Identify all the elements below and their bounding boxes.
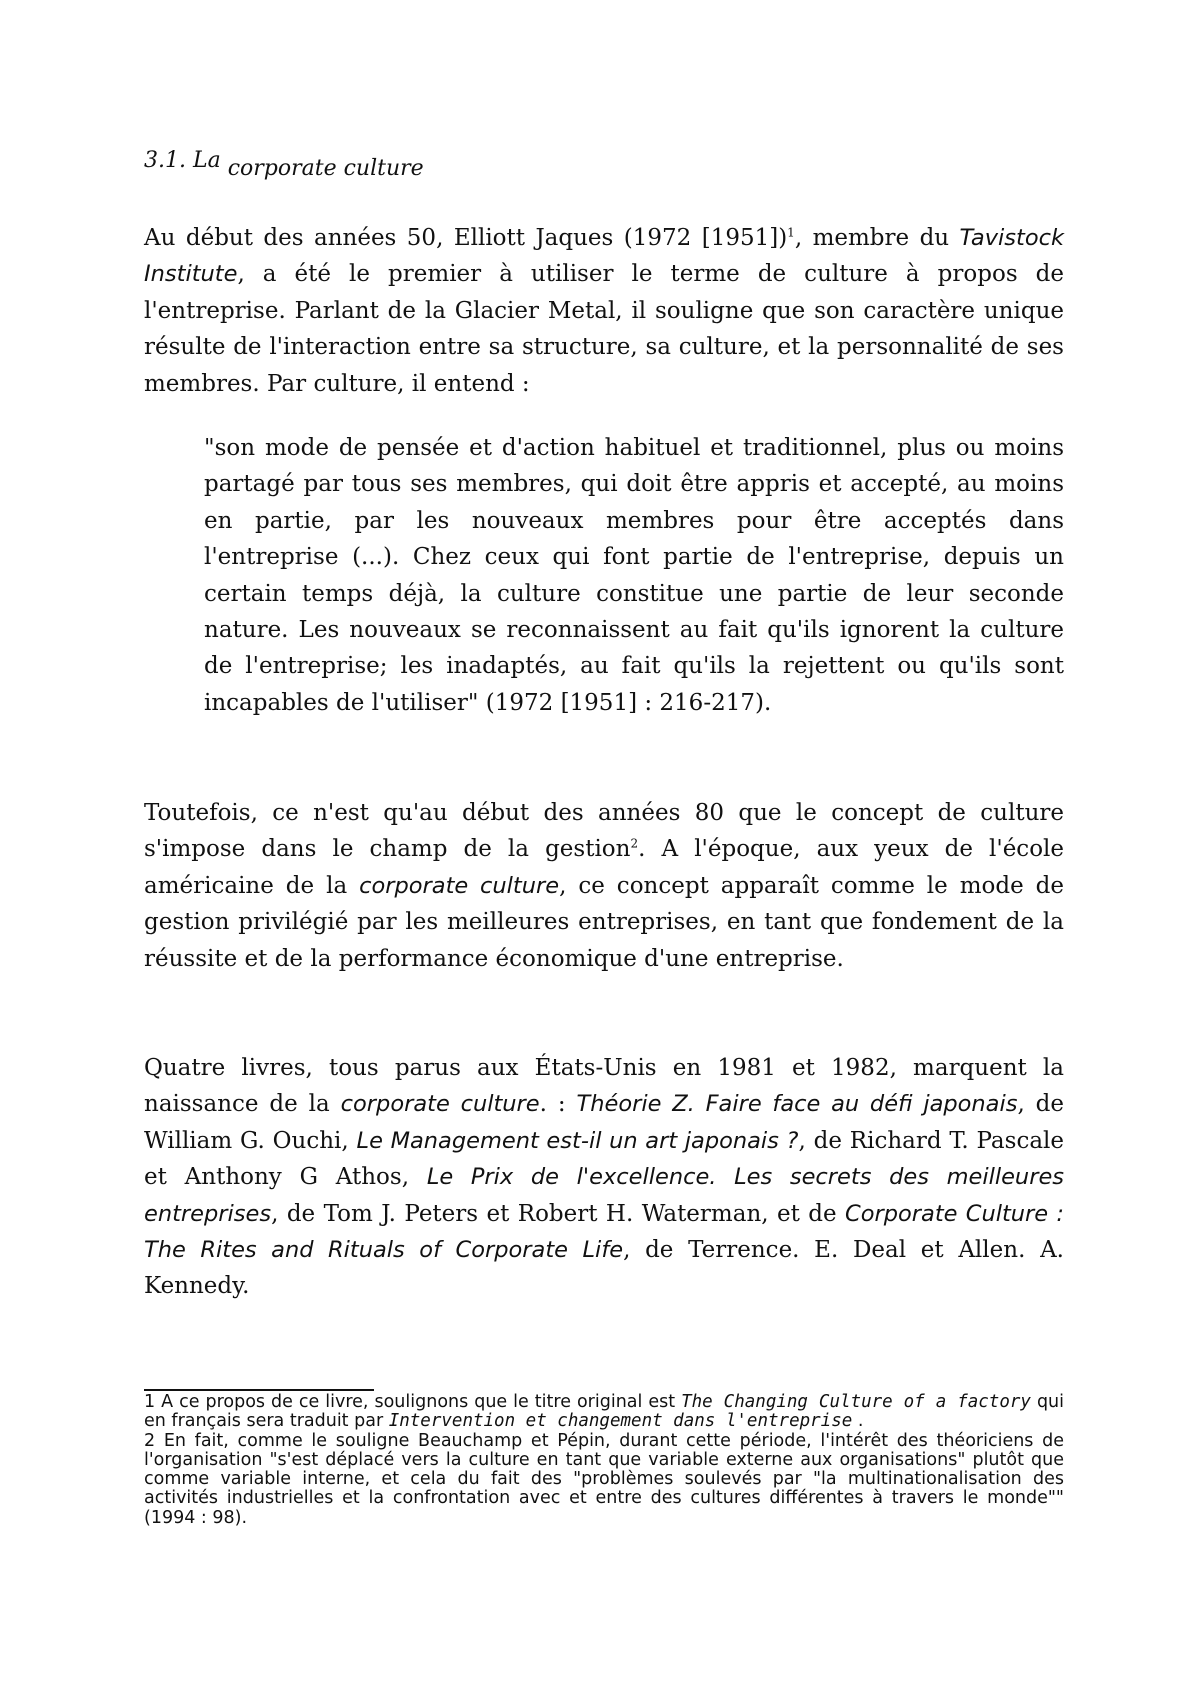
footnote-1-text-3: . (852, 1411, 864, 1432)
paragraph-eighties (144, 795, 1064, 977)
para1-text-1: Au début des années 50, Elliott Jaques (1972 [1951]) (144, 225, 788, 251)
footnote-1-text-2: qui en français sera traduit par (144, 1392, 1065, 1432)
paragraph-intro (144, 220, 1064, 402)
para1-text-3: , a été le premier à utiliser le terme de culture à propos de l'entreprise. Parlant de la Glacier Metal, il souligne que son caractère unique résulte de l'interaction entre sa structure, sa culture, et la personnalité de ses membres. Par culture, il entend : (144, 261, 1064, 397)
para3-text-3: , de William G. Ouchi, (144, 1091, 1065, 1154)
paragraph-books (144, 1050, 1064, 1305)
footnote-1-title-fr: Intervention et changement dans l'entreprise (388, 1411, 853, 1432)
footnote-1-title-en: The Changing Culture of a factory (681, 1392, 1031, 1412)
institute-name: Tavistock Institute (144, 225, 1064, 288)
footnote-separator (144, 1389, 374, 1391)
para2-text-2: . A l'époque, aux yeux de l'école américaine de la (144, 836, 1065, 899)
para2-text-1: Toutefois, ce n'est qu'au début des années 80 que le concept de culture s'impose dans le champ de la gestion (144, 800, 1064, 863)
footnote-2: 2 En fait, comme le souligne Beauchamp et Pépin, durant cette période, l'intérêt des théoriciens de l'organisation "s'est déplacé vers la culture en tant que variable externe aux organisations" plutôt que comme variable interne, et cela du fait des "problèmes soulevés par "la multinationalisation des activités industrielles et la confrontation avec et entre des cultures différentes à travers le monde"" (1994 : 98). (144, 1430, 1064, 1528)
footnote-ref-2[interactable]: 2 (630, 836, 639, 851)
book-title-2: Le Management est-il un art japonais ? (356, 1127, 799, 1154)
para3-term: corporate culture (340, 1091, 540, 1118)
footnote-ref-1[interactable]: 1 (787, 225, 795, 240)
section-heading (144, 148, 424, 181)
footnote-1-text-1: 1 A ce propos de ce livre, soulignons que le titre original est (144, 1392, 682, 1412)
para3-text-2: . : (539, 1091, 577, 1118)
footnotes (144, 1393, 1064, 1528)
block-quote: "son mode de pensée et d'action habituel et traditionnel, plus ou moins partagé par tous ses membres, qui doit être appris et accepté, au moins en partie, par les nouveaux membres pour être acceptés dans l'entreprise (...). Chez ceux qui font partie de l'entreprise, depuis un certain temps déjà, la culture constitue une partie de leur seconde nature. Les nouveaux se reconnaissent au fait qu'ils ignorent la culture de l'entreprise; les inadaptés, au fait qu'ils la rejettent ou qu'ils sont incapables de l'utiliser" (1972 [1951] : 216-217). (204, 435, 1064, 716)
book-title-4: Corporate Culture : The Rites and Rituals of Corporate Life (144, 1200, 1064, 1264)
book-title-1: Théorie Z. Faire face au défi japonais (576, 1091, 1018, 1118)
para3-text-5: , de Tom J. Peters et Robert H. Waterman, et de (271, 1200, 846, 1227)
book-title-3: Le Prix de l'excellence. Les secrets des meilleures entreprises (144, 1164, 1065, 1227)
para2-term: corporate culture (359, 872, 560, 899)
section-number: 3.1. La (144, 148, 221, 173)
para3-text-6: , de Terrence. E. Deal et Allen. A. Kennedy. (144, 1237, 1064, 1300)
section-term: corporate culture (227, 156, 424, 181)
para3-text-4: , de Richard T. Pascale et Anthony G Athos, (144, 1127, 1065, 1191)
para2-text-3: , ce concept apparaît comme le mode de gestion privilégié par les meilleures entreprises, en tant que fondement de la réussite et de la performance économique d'une entreprise. (144, 872, 1064, 972)
para3-text-1: Quatre livres, tous parus aux États-Unis en 1981 et 1982, marquent la naissance de la (144, 1055, 1064, 1118)
footnote-1 (144, 1393, 1064, 1432)
para1-text-2: , membre du (794, 225, 960, 251)
